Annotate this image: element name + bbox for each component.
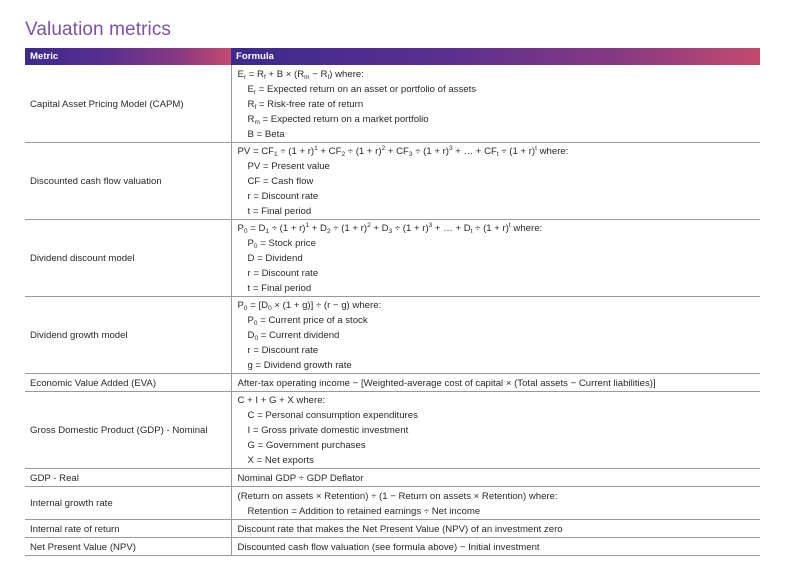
formula-subscript: 0 bbox=[254, 335, 259, 342]
formula-text: = Current price of a stock bbox=[257, 315, 368, 326]
formula-text: ÷ (1 + r) bbox=[412, 146, 449, 157]
formula-text: − R bbox=[309, 68, 328, 80]
formula-superscript: 1 bbox=[314, 145, 318, 152]
formula-subscript: 0 bbox=[243, 305, 248, 312]
formula-cell bbox=[231, 487, 760, 520]
table-row bbox=[25, 392, 760, 469]
formula-line bbox=[238, 313, 756, 328]
formula-line bbox=[238, 251, 756, 266]
formula-line bbox=[238, 127, 756, 142]
formula-superscript: t bbox=[508, 222, 511, 229]
table-row bbox=[25, 487, 760, 520]
formula-subscript: m bbox=[304, 73, 310, 81]
formula-line bbox=[238, 266, 756, 281]
metric-cell: Dividend growth model bbox=[25, 297, 231, 374]
formula-line bbox=[238, 97, 756, 112]
formula-text: = Expected return on a market portfolio bbox=[259, 113, 429, 125]
formula-line bbox=[238, 328, 756, 343]
formula-subscript: 1 bbox=[274, 151, 278, 158]
formula-text: where: bbox=[510, 223, 543, 234]
table-row bbox=[25, 297, 760, 374]
formula-text: P bbox=[237, 223, 244, 234]
formula-text: Nominal GDP ÷ GDP Deflator bbox=[237, 472, 364, 484]
formula-cell bbox=[231, 65, 760, 143]
formula-text: + D bbox=[370, 223, 389, 234]
metric-cell: Net Present Value (NPV) bbox=[25, 538, 231, 556]
formula-text: ÷ (1 + r) bbox=[277, 146, 315, 157]
formula-subscript: 3 bbox=[388, 228, 393, 235]
formula-superscript: 1 bbox=[305, 222, 310, 229]
formula-text: P bbox=[247, 238, 254, 249]
formula-cell bbox=[231, 374, 760, 392]
formula-text: + … + CF bbox=[452, 146, 497, 157]
formula-text: = Risk-free rate of return bbox=[256, 98, 364, 110]
formula-cell bbox=[231, 143, 760, 220]
formula-line bbox=[238, 393, 756, 408]
formula-cell bbox=[231, 392, 760, 469]
formula-text: = [D bbox=[247, 300, 269, 311]
formula-cell bbox=[231, 520, 760, 538]
header-row bbox=[25, 48, 760, 65]
column-header-metric: Metric bbox=[25, 48, 231, 65]
table-row bbox=[25, 65, 760, 143]
formula-text: = Expected return on an asset or portfolio of assets bbox=[256, 83, 477, 95]
formula-line bbox=[238, 159, 756, 174]
formula-text: ÷ (1 + r) bbox=[269, 223, 306, 234]
formula-line bbox=[238, 67, 756, 82]
formula-text: = D bbox=[247, 223, 266, 234]
formula-text: Retention = Addition to retained earnings ÷ Net income bbox=[247, 505, 481, 517]
metric-cell: Internal growth rate bbox=[25, 487, 231, 520]
formula-subscript: 0 bbox=[268, 305, 272, 312]
formula-superscript: 2 bbox=[367, 222, 371, 229]
formula-text: X = Net exports bbox=[247, 455, 314, 466]
metric-cell: Dividend discount model bbox=[25, 220, 231, 297]
formula-text: t = Final period bbox=[247, 206, 312, 217]
formula-text: = R bbox=[246, 68, 264, 80]
formula-line bbox=[238, 174, 756, 189]
formula-cell bbox=[231, 220, 760, 297]
formula-text: × (1 + g)] ÷ (r − g) where: bbox=[271, 300, 382, 311]
table-row bbox=[25, 143, 760, 220]
formula-line bbox=[238, 236, 756, 251]
formula-superscript: 2 bbox=[381, 145, 386, 152]
formula-text: + B × (R bbox=[265, 68, 305, 80]
formula-text: I = Gross private domestic investment bbox=[247, 425, 409, 436]
formula-text: PV = CF bbox=[237, 146, 275, 157]
formula-line bbox=[238, 204, 756, 219]
table-row bbox=[25, 469, 760, 487]
formula-line bbox=[238, 504, 756, 519]
formula-text: P bbox=[247, 315, 254, 326]
formula-line bbox=[238, 489, 756, 504]
formula-subscript: m bbox=[254, 118, 260, 126]
formula-subscript: t bbox=[496, 151, 499, 158]
formula-cell bbox=[231, 469, 760, 487]
formula-subscript: f bbox=[263, 73, 266, 81]
formula-text: E bbox=[247, 83, 254, 95]
formula-cell bbox=[231, 297, 760, 374]
formula-text: + … + D bbox=[432, 223, 471, 234]
formula-subscript: t bbox=[470, 228, 473, 235]
formula-text: t = Final period bbox=[247, 283, 312, 294]
formula-subscript: 2 bbox=[341, 151, 346, 158]
formula-text: PV = Present value bbox=[247, 161, 330, 172]
formula-text: R bbox=[247, 98, 255, 110]
formula-subscript: 0 bbox=[253, 320, 258, 327]
formula-subscript: f bbox=[327, 73, 330, 81]
formula-text: r = Discount rate bbox=[247, 268, 319, 279]
formula-line bbox=[238, 471, 756, 486]
formula-text: g = Dividend growth rate bbox=[247, 360, 352, 371]
formula-text: r = Discount rate bbox=[247, 345, 319, 356]
formula-line bbox=[238, 423, 756, 438]
formula-text: ÷ (1 + r) bbox=[345, 146, 382, 157]
formula-text: + CF bbox=[317, 146, 342, 157]
table-row bbox=[25, 538, 760, 556]
metric-cell: Discounted cash flow valuation bbox=[25, 143, 231, 220]
formula-text: ÷ (1 + r) bbox=[330, 223, 368, 234]
formula-text: C = Personal consumption expenditures bbox=[247, 410, 418, 421]
formula-subscript: 3 bbox=[408, 151, 413, 158]
formula-line bbox=[238, 540, 756, 555]
formula-text: Discounted cash flow valuation (see formula above) − Initial investment bbox=[237, 541, 540, 553]
formula-superscript: 3 bbox=[428, 222, 433, 229]
metric-cell: Internal rate of return bbox=[25, 520, 231, 538]
metric-cell: Gross Domestic Product (GDP) - Nominal bbox=[25, 392, 231, 469]
formula-cell bbox=[231, 538, 760, 556]
formula-text: ÷ (1 + r) bbox=[472, 223, 509, 234]
table-header bbox=[25, 48, 760, 65]
formula-text: D bbox=[247, 330, 255, 341]
formula-line bbox=[238, 376, 756, 391]
formula-text: E bbox=[237, 68, 244, 80]
formula-text: + CF bbox=[385, 146, 409, 157]
formula-line bbox=[238, 82, 756, 97]
formula-line bbox=[238, 453, 756, 468]
formula-text: r = Discount rate bbox=[247, 191, 319, 202]
formula-text: C + I + G + X where: bbox=[237, 395, 326, 406]
table-body bbox=[25, 65, 760, 556]
formula-superscript: t bbox=[535, 145, 537, 152]
formula-line bbox=[238, 522, 756, 537]
page-title: Valuation metrics bbox=[25, 19, 172, 40]
formula-text: ÷ (1 + r) bbox=[392, 223, 429, 234]
formula-text: B = Beta bbox=[247, 128, 285, 140]
formula-line bbox=[238, 281, 756, 296]
formula-line bbox=[238, 358, 756, 373]
formula-line bbox=[238, 343, 756, 358]
formula-text: ÷ (1 + r) bbox=[498, 146, 536, 157]
formula-line bbox=[238, 221, 756, 236]
formula-text: = Stock price bbox=[257, 238, 316, 249]
valuation-table bbox=[25, 48, 760, 556]
formula-text: D = Dividend bbox=[247, 253, 303, 264]
metric-cell: Economic Value Added (EVA) bbox=[25, 374, 231, 392]
formula-text: = Current dividend bbox=[258, 330, 340, 341]
formula-text: where: bbox=[536, 146, 569, 157]
formula-subscript: 1 bbox=[265, 228, 270, 235]
column-header-formula: Formula bbox=[231, 48, 760, 65]
formula-line bbox=[238, 189, 756, 204]
table-row bbox=[25, 520, 760, 538]
formula-text: P bbox=[237, 300, 244, 311]
formula-subscript: r bbox=[253, 88, 257, 96]
formula-text: ) where: bbox=[329, 68, 364, 80]
formula-line bbox=[238, 144, 756, 159]
formula-subscript: 2 bbox=[326, 228, 331, 235]
formula-subscript: 0 bbox=[253, 243, 258, 250]
formula-text: G = Government purchases bbox=[247, 440, 366, 451]
formula-subscript: f bbox=[254, 103, 257, 111]
formula-subscript: r bbox=[243, 73, 247, 81]
table-row bbox=[25, 220, 760, 297]
formula-line bbox=[238, 298, 756, 313]
metric-cell: GDP - Real bbox=[25, 469, 231, 487]
formula-text: (Return on assets × Retention) ÷ (1 − Return on assets × Retention) where: bbox=[237, 490, 558, 502]
table-row bbox=[25, 374, 760, 392]
formula-subscript: 0 bbox=[243, 228, 248, 235]
metric-cell: Capital Asset Pricing Model (CAPM) bbox=[25, 65, 231, 143]
formula-text: After-tax operating income − [Weighted-average cost of capital × (Total assets − Current liabilities)] bbox=[237, 377, 656, 389]
formula-text: CF = Cash flow bbox=[247, 176, 314, 187]
formula-line bbox=[238, 438, 756, 453]
formula-line bbox=[238, 408, 756, 423]
formula-superscript: 3 bbox=[448, 145, 453, 152]
formula-line bbox=[238, 112, 756, 127]
formula-text: + D bbox=[309, 223, 327, 234]
formula-text: Discount rate that makes the Net Present Value (NPV) of an investment zero bbox=[237, 523, 563, 535]
formula-text: R bbox=[247, 113, 255, 125]
